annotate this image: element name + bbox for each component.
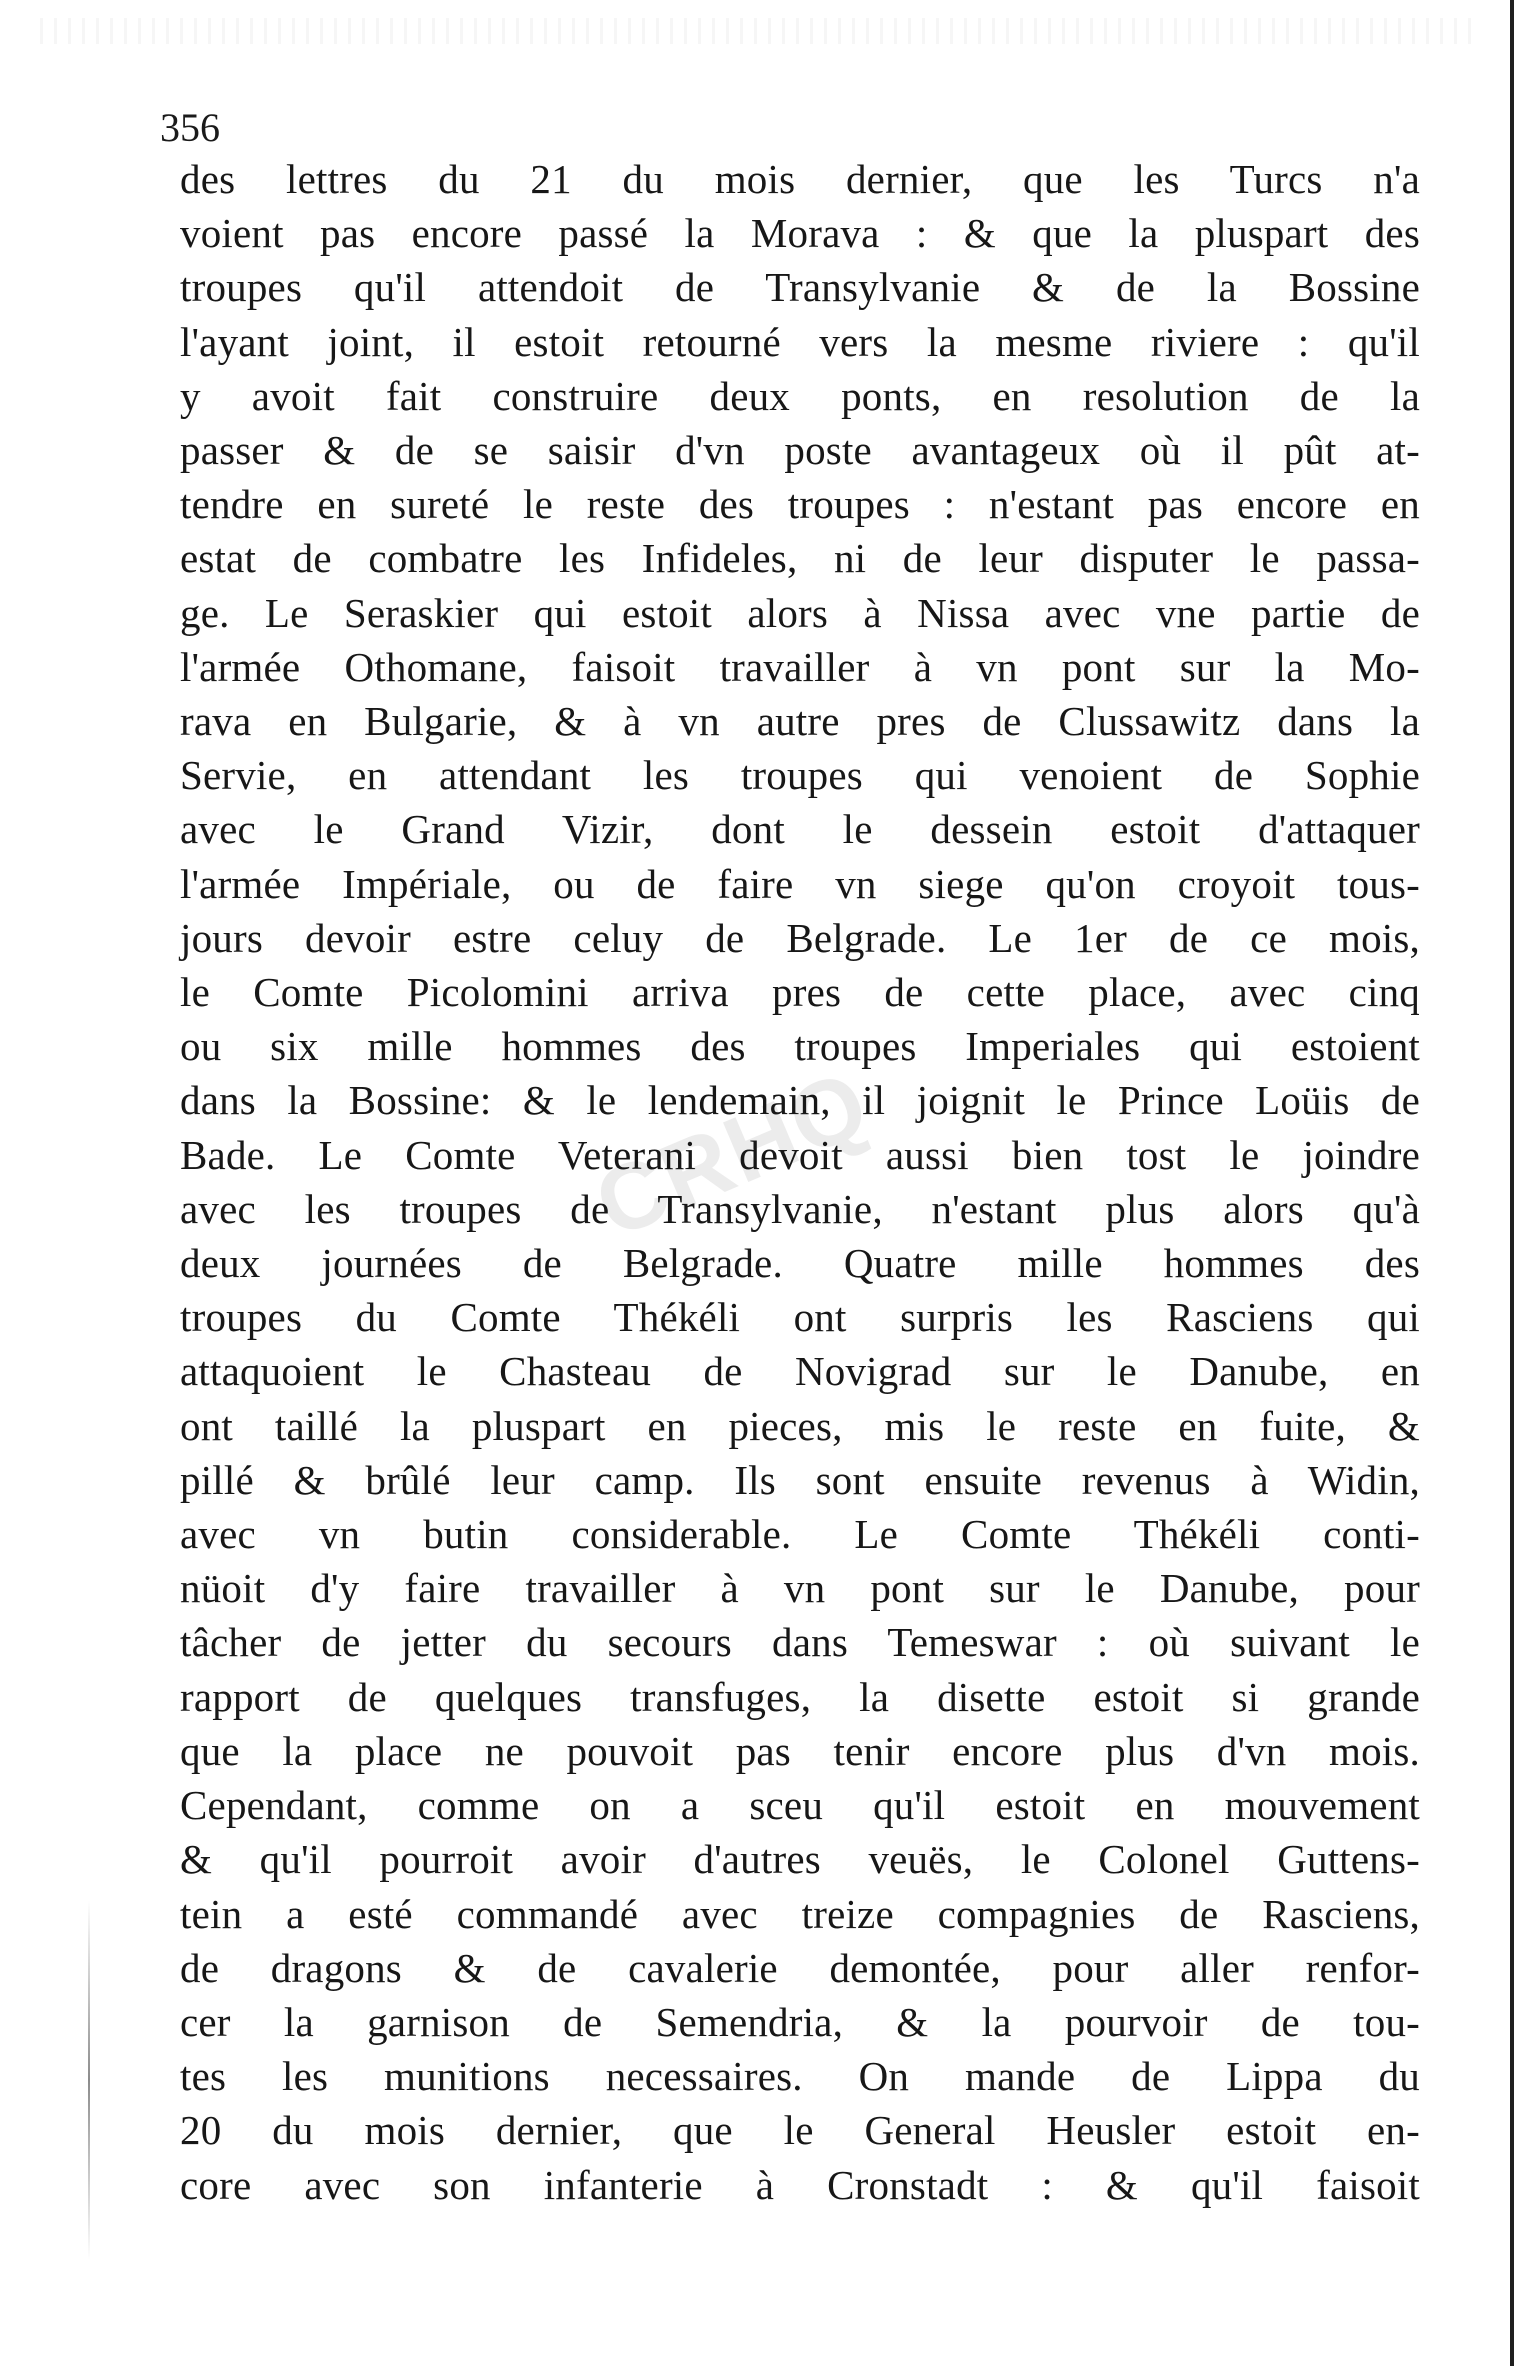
- text-line: cer la garnison de Semendria, & la pourvoir de tou-: [180, 1998, 1420, 2045]
- text-line: tâcher de jetter du secours dans Temeswar : où suivant le: [180, 1619, 1420, 1666]
- text-line: Bade. Le Comte Veterani devoit aussi bien tost le joindre: [180, 1131, 1420, 1178]
- page-number: 356: [160, 105, 220, 150]
- body-paragraph: [180, 152, 1420, 2212]
- page-edge-left-mark: [88, 1900, 90, 2260]
- text-line: y avoit fait construire deux ponts, en resolution de la: [180, 372, 1420, 419]
- text-line: des lettres du 21 du mois dernier, que les Turcs n'a: [180, 156, 1420, 202]
- text-line: dans la Bossine: & le lendemain, il joignit le Prince Loüis de: [180, 1077, 1420, 1124]
- text-line: de dragons & de cavalerie demontée, pour aller renfor-: [180, 1944, 1420, 1991]
- text-line: ou six mille hommes des troupes Imperiales qui estoient: [180, 1023, 1420, 1070]
- text-line: attaquoient le Chasteau de Novigrad sur le Danube, en: [180, 1348, 1420, 1395]
- page-edge-right: [1510, 0, 1514, 2366]
- text-line: avec les troupes de Transylvanie, n'estant plus alors qu'à: [180, 1185, 1420, 1232]
- watermark: CRHQ: [580, 1049, 884, 1258]
- text-line: jours devoir estre celuy de Belgrade. Le 1er de ce mois,: [180, 914, 1420, 961]
- text-line: tendre en sureté le reste des troupes : n'estant pas encore en: [180, 481, 1420, 528]
- text-line: pillé & brûlé leur camp. Ils sont ensuite revenus à Widin,: [180, 1456, 1420, 1503]
- text-line: le Comte Picolomini arriva pres de cette place, avec cinq: [180, 969, 1420, 1016]
- text-line: nüoit d'y faire travailler à vn pont sur le Danube, pour: [180, 1565, 1420, 1612]
- text-line: ont taillé la pluspart en pieces, mis le reste en fuite, &: [180, 1402, 1420, 1449]
- text-line: troupes qu'il attendoit de Transylvanie & de la Bossine: [180, 264, 1420, 311]
- scan-noise-strip: [40, 18, 1480, 44]
- text-line: passer & de se saisir d'vn poste avantageux où il pût at-: [180, 427, 1420, 474]
- text-line: rapport de quelques transfuges, la disette estoit si grande: [180, 1673, 1420, 1720]
- text-line: l'ayant joint, il estoit retourné vers la mesme riviere : qu'il: [180, 318, 1420, 365]
- text-line: Servie, en attendant les troupes qui venoient de Sophie: [180, 752, 1420, 799]
- text-line: ge. Le Seraskier qui estoit alors à Nissa avec vne partie de: [180, 589, 1420, 636]
- text-line: rava en Bulgarie, & à vn autre pres de Clussawitz dans la: [180, 698, 1420, 745]
- text-line: voient pas encore passé la Morava : & que la pluspart des: [180, 210, 1420, 257]
- text-line: deux journées de Belgrade. Quatre mille hommes des: [180, 1240, 1420, 1287]
- text-line: avec le Grand Vizir, dont le dessein estoit d'attaquer: [180, 806, 1420, 853]
- text-line: l'armée Othomane, faisoit travailler à vn pont sur la Mo-: [180, 643, 1420, 690]
- text-line: estat de combatre les Infideles, ni de leur disputer le passa-: [180, 535, 1420, 582]
- text-line: tein a esté commandé avec treize compagnies de Rasciens,: [180, 1890, 1420, 1937]
- text-line: Cependant, comme on a sceu qu'il estoit en mouvement: [180, 1782, 1420, 1829]
- text-line: l'armée Impériale, ou de faire vn siege qu'on croyoit tous-: [180, 860, 1420, 907]
- text-line: troupes du Comte Thékéli ont surpris les Rasciens qui: [180, 1294, 1420, 1341]
- text-line: que la place ne pouvoit pas tenir encore plus d'vn mois.: [180, 1727, 1420, 1774]
- text-line: & qu'il pourroit avoir d'autres veuës, le Colonel Guttens-: [180, 1836, 1420, 1883]
- text-line: 20 du mois dernier, que le General Heusler estoit en-: [180, 2107, 1420, 2154]
- text-line: core avec son infanterie à Cronstadt : & qu'il faisoit: [180, 2161, 1420, 2208]
- text-line: avec vn butin considerable. Le Comte Thékéli conti-: [180, 1511, 1420, 1558]
- text-line: tes les munitions necessaires. On mande de Lippa du: [180, 2053, 1420, 2100]
